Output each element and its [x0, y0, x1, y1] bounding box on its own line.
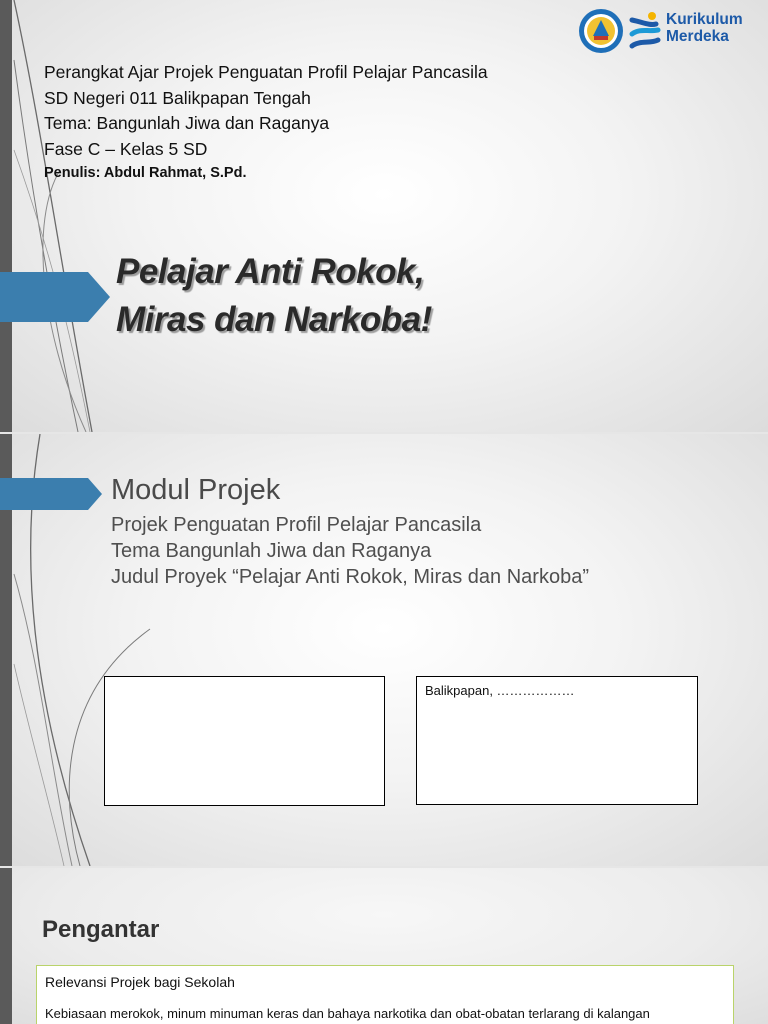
header-line-theme: Tema: Bangunlah Jiwa dan Raganya: [44, 113, 330, 133]
slide-module: [0, 434, 768, 866]
signature-place-date: Balikpapan, ………………: [425, 683, 575, 698]
kurikulum-merdeka-logo: [578, 6, 758, 54]
logo-line-1: Kurikulum: [666, 11, 743, 28]
slide-cover: [0, 0, 768, 432]
logo-line-2: Merdeka: [666, 28, 729, 45]
cover-title: [116, 248, 432, 344]
module-title: Modul Projek: [111, 474, 281, 506]
slide-left-bar: [0, 868, 12, 1024]
module-sub-line-2: Tema Bangunlah Jiwa dan Raganya: [111, 540, 432, 562]
header-line-school: SD Negeri 011 Balikpapan Tengah: [44, 87, 311, 108]
kurikulum-merdeka-mark-icon: [628, 10, 662, 50]
relevance-box-text: Kebiasaan merokok, minum minuman keras dan bahaya narkotika dan obat-obatan terlarang di kalangan: [45, 1006, 650, 1021]
module-arrow-tab: [0, 478, 102, 510]
slide-introduction: [0, 868, 768, 1024]
cover-header: [44, 60, 488, 184]
tut-wuri-emblem-icon: [578, 8, 624, 54]
logo-text: [666, 11, 743, 45]
header-line-program: Perangkat Ajar Projek Penguatan Profil Pelajar Pancasila: [44, 62, 488, 82]
relevance-box-title: Relevansi Projek bagi Sekolah: [45, 974, 235, 990]
cover-title-line-2: Miras dan Narkoba!: [116, 300, 432, 339]
cover-title-line-1: Pelajar Anti Rokok,: [116, 252, 425, 291]
header-author: Penulis: Abdul Rahmat, S.Pd.: [44, 165, 247, 181]
header-line-phase: Fase C – Kelas 5 SD: [44, 138, 208, 159]
intro-heading: Pengantar: [42, 916, 160, 943]
module-subtitle: [111, 512, 589, 590]
signature-box-left: [104, 676, 385, 806]
title-arrow-tab: [0, 272, 110, 322]
relevance-box: [36, 965, 734, 1024]
module-sub-line-1: Projek Penguatan Profil Pelajar Pancasila: [111, 514, 482, 536]
module-sub-line-3: Judul Proyek “Pelajar Anti Rokok, Miras dan Narkoba”: [111, 566, 589, 588]
signature-box-right: [416, 676, 698, 805]
